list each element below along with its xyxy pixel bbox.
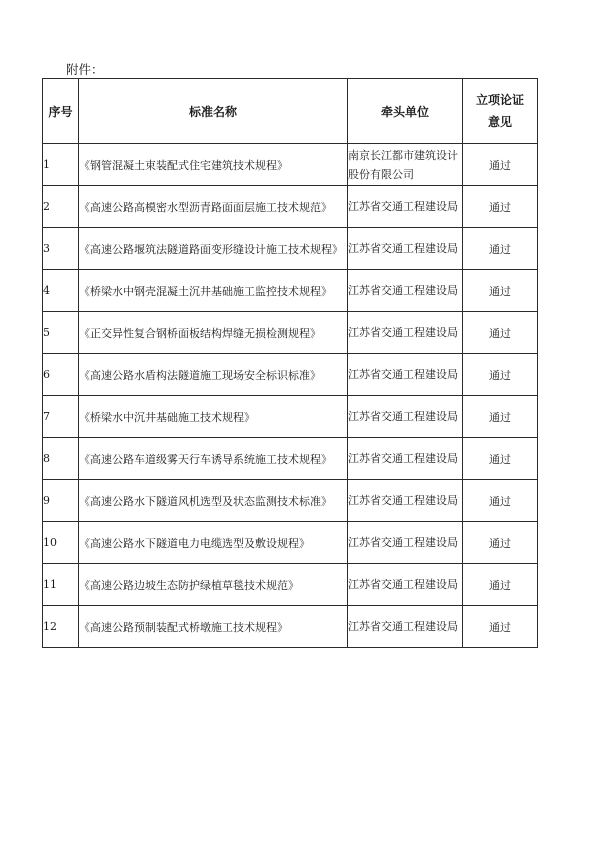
row-lead-unit: 江苏省交通工程建设局 bbox=[348, 312, 463, 354]
table-row bbox=[43, 144, 538, 186]
row-standard-name: 《钢管混凝土束装配式住宅建筑技术规程》 bbox=[79, 144, 348, 186]
row-opinion: 通过 bbox=[463, 270, 538, 312]
attachment-label: 附件： bbox=[66, 62, 104, 77]
row-standard-name: 《高速公路堰筑法隧道路面变形缝设计施工技术规程》 bbox=[79, 228, 348, 270]
table-row bbox=[43, 396, 538, 438]
row-standard-name: 《桥梁水中沉井基础施工技术规程》 bbox=[79, 396, 348, 438]
row-number: 3 bbox=[43, 228, 79, 270]
table-row bbox=[43, 606, 538, 648]
row-opinion: 通过 bbox=[463, 186, 538, 228]
row-lead-unit: 江苏省交通工程建设局 bbox=[348, 438, 463, 480]
header-opinion-line1: 立项论证 bbox=[475, 93, 524, 107]
row-standard-name: 《高速公路水下隧道电力电缆选型及敷设规程》 bbox=[79, 522, 348, 564]
row-opinion: 通过 bbox=[463, 228, 538, 270]
row-lead-unit: 江苏省交通工程建设局 bbox=[348, 606, 463, 648]
row-opinion: 通过 bbox=[463, 522, 538, 564]
row-lead-unit: 江苏省交通工程建设局 bbox=[348, 396, 463, 438]
row-lead-unit: 江苏省交通工程建设局 bbox=[348, 564, 463, 606]
row-opinion: 通过 bbox=[463, 144, 538, 186]
row-number: 8 bbox=[43, 438, 79, 480]
row-opinion: 通过 bbox=[463, 354, 538, 396]
row-number: 9 bbox=[43, 480, 79, 522]
row-standard-name: 《高速公路车道级雾天行车诱导系统施工技术规程》 bbox=[79, 438, 348, 480]
row-lead-unit: 江苏省交通工程建设局 bbox=[348, 228, 463, 270]
table-row bbox=[43, 312, 538, 354]
header-standard-name: 标准名称 bbox=[79, 79, 348, 144]
table-row bbox=[43, 270, 538, 312]
row-number: 4 bbox=[43, 270, 79, 312]
row-opinion: 通过 bbox=[463, 396, 538, 438]
header-lead-unit: 牵头单位 bbox=[348, 79, 463, 144]
row-lead-unit: 江苏省交通工程建设局 bbox=[348, 522, 463, 564]
row-lead-unit: 江苏省交通工程建设局 bbox=[348, 354, 463, 396]
row-number: 11 bbox=[43, 564, 79, 606]
table-row bbox=[43, 228, 538, 270]
row-opinion: 通过 bbox=[463, 606, 538, 648]
row-lead-unit: 南京长江都市建筑设计股份有限公司 bbox=[348, 144, 463, 186]
row-number: 1 bbox=[43, 144, 79, 186]
row-number: 6 bbox=[43, 354, 79, 396]
table-row bbox=[43, 438, 538, 480]
row-lead-unit: 江苏省交通工程建设局 bbox=[348, 480, 463, 522]
table-header-row bbox=[43, 79, 538, 144]
standards-table bbox=[42, 78, 538, 648]
row-opinion: 通过 bbox=[463, 564, 538, 606]
row-standard-name: 《高速公路预制装配式桥墩施工技术规程》 bbox=[79, 606, 348, 648]
header-no: 序号 bbox=[43, 79, 79, 144]
table-row bbox=[43, 186, 538, 228]
table-row bbox=[43, 354, 538, 396]
header-opinion bbox=[463, 79, 538, 144]
row-standard-name: 《高速公路水盾构法隧道施工现场安全标识标准》 bbox=[79, 354, 348, 396]
row-standard-name: 《高速公路水下隧道风机选型及状态监测技术标准》 bbox=[79, 480, 348, 522]
row-standard-name: 《桥梁水中钢壳混凝土沉井基础施工监控技术规程》 bbox=[79, 270, 348, 312]
row-opinion: 通过 bbox=[463, 438, 538, 480]
row-number: 10 bbox=[43, 522, 79, 564]
row-opinion: 通过 bbox=[463, 480, 538, 522]
row-lead-unit: 江苏省交通工程建设局 bbox=[348, 186, 463, 228]
table-row bbox=[43, 480, 538, 522]
header-opinion-line2: 意见 bbox=[487, 115, 512, 129]
table-row bbox=[43, 564, 538, 606]
table-row bbox=[43, 522, 538, 564]
row-number: 2 bbox=[43, 186, 79, 228]
row-standard-name: 《正交异性复合钢桥面板结构焊缝无损检测规程》 bbox=[79, 312, 348, 354]
row-number: 12 bbox=[43, 606, 79, 648]
row-lead-unit: 江苏省交通工程建设局 bbox=[348, 270, 463, 312]
row-standard-name: 《高速公路边坡生态防护绿植草毯技术规范》 bbox=[79, 564, 348, 606]
row-standard-name: 《高速公路高模密水型沥青路面面层施工技术规范》 bbox=[79, 186, 348, 228]
row-opinion: 通过 bbox=[463, 312, 538, 354]
row-number: 7 bbox=[43, 396, 79, 438]
row-number: 5 bbox=[43, 312, 79, 354]
